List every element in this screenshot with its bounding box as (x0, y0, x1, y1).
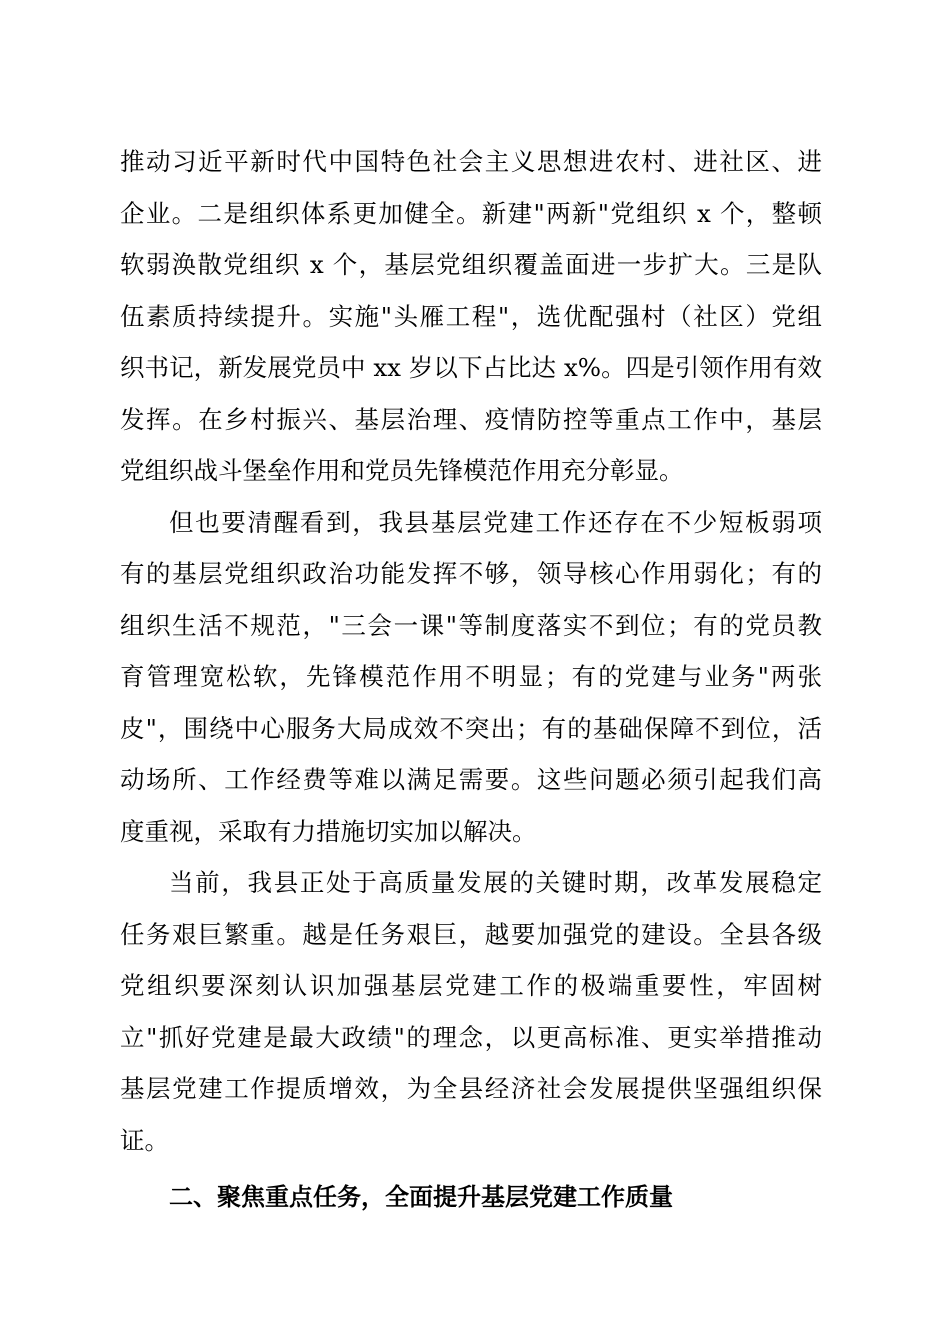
text-line: 党组织要深刻认识加强基层党建工作的极端重要性，牢固树 (120, 971, 822, 1000)
text-line: 软弱涣散党组织 x 个，基层党组织覆盖面进一步扩大。三是队 (120, 250, 822, 279)
text-line: 动场所、工作经费等难以满足需要。这些问题必须引起我们高 (120, 765, 822, 794)
paragraph-achievements (120, 136, 822, 497)
text-line: 皮"，围绕中心服务大局成效不突出；有的基础保障不到位，活 (120, 713, 822, 743)
text-line: 度重视，采取有力措施切实加以解决。 (120, 816, 537, 846)
text-line: 育管理宽松软，先锋模范作用不明显；有的党建与业务"两张 (120, 662, 822, 691)
paragraph-shortcomings (120, 497, 822, 858)
text-line: 织书记，新发展党员中 xx 岁以下占比达 x%。四是引领作用有效 (120, 353, 822, 382)
text-line: 证。 (120, 1125, 169, 1155)
text-line: 任务艰巨繁重。越是任务艰巨，越要加强党的建设。全县各级 (120, 919, 822, 949)
text-line: 组织生活不规范，"三会一课"等制度落实不到位；有的党员教 (120, 610, 822, 640)
document-body (120, 136, 822, 1224)
text-line: 有的基层党组织政治功能发挥不够，领导核心作用弱化；有的 (120, 559, 822, 588)
text-line: 伍素质持续提升。实施"头雁工程"，选优配强村（社区）党组 (120, 301, 822, 331)
paragraph-current-situation (120, 857, 822, 1166)
text-line: 当前，我县正处于高质量发展的关键时期，改革发展稳定 (169, 868, 822, 897)
text-line: 发挥。在乡村振兴、基层治理、疫情防控等重点工作中，基层 (120, 404, 822, 434)
text-line: 党组织战斗堡垒作用和党员先锋模范作用充分彰显。 (120, 456, 684, 485)
text-line: 企业。二是组织体系更加健全。新建"两新"党组织 x 个，整顿 (120, 198, 822, 228)
text-line: 推动习近平新时代中国特色社会主义思想进农村、进社区、进 (120, 147, 822, 176)
text-line: 但也要清醒看到，我县基层党建工作还存在不少短板弱项 (169, 507, 822, 537)
section-heading: 二、聚焦重点任务，全面提升基层党建工作质量 (169, 1183, 673, 1211)
text-line: 基层党建工作提质增效，为全县经济社会发展提供坚强组织保 (120, 1074, 822, 1103)
text-line: 立"抓好党建是最大政绩"的理念，以更高标准、更实举措推动 (120, 1022, 822, 1052)
